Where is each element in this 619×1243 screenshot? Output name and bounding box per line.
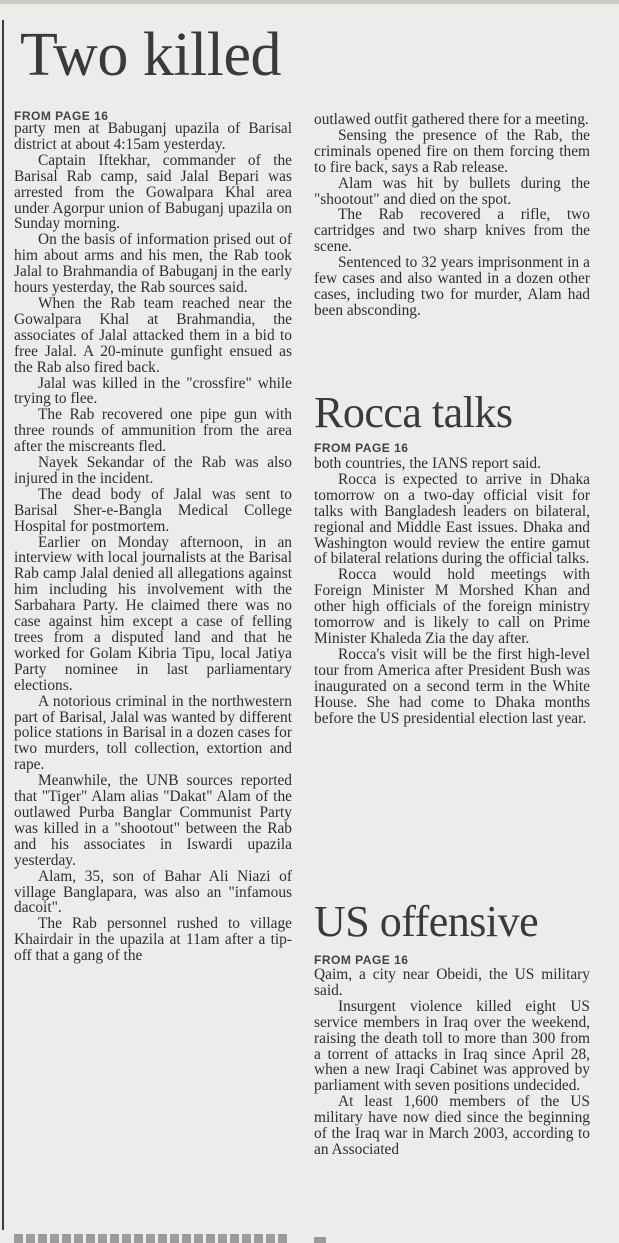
paragraph: When the Rab team reached near the Gowalpara Khal at Brahmandia, the associates of Jalal attacked them in a bid to free Jalal. A 20-minute gunfight ensued as the Rab also fired back. [14, 294, 292, 376]
article-rocca-talks-body [314, 456, 590, 726]
paragraph: Captain Iftekhar, commander of the Barisal Rab camp, said Jalal Bepari was arrested from the Gowalpara Khal area under Agorpur union of Babuganj upazila on Sunday morning. [14, 151, 292, 233]
paragraph: Insurgent violence killed eight US service members in Iraq over the weekend, raising the death toll to more than 300 from a torrent of attacks in Iraq since April 28, when a new Iraqi Cabinet was approved by parliament with seven positions undecided. [314, 997, 590, 1095]
top-rule [0, 0, 619, 4]
paragraph: Rocca is expected to arrive in Dhaka tomorrow on a two-day official visit for talks with Bangladesh leaders on bilateral, regional and Middle East issues. Dhaka and Washington would review the entire gamut of bilateral relations during the official talks. [314, 470, 590, 568]
paragraph: Rocca's visit will be the first high-level tour from America after President Bush was inaugurated on a second term in the White House. She had come to Dhaka months before the US presidential election last year. [314, 645, 590, 727]
paragraph: Qaim, a city near Obeidi, the US military said. [314, 966, 590, 999]
article-two-killed-column-1 [14, 121, 292, 964]
paragraph: Alam was hit by bullets during the "shootout" and died on the spot. [314, 174, 590, 208]
headline-us-offensive: US offensive [314, 897, 539, 946]
from-page-label: FROM PAGE 16 [314, 441, 409, 455]
article-two-killed-column-2 [314, 112, 590, 319]
paragraph: The dead body of Jalal was sent to Barisal Sher-e-Bangla Medical College Hospital for postmortem. [14, 485, 292, 535]
paragraph: Sentenced to 32 years imprisonment in a few cases and also wanted in a dozen other cases, including two for murder, Alam had been absconding. [314, 254, 590, 319]
headline-rocca-talks: Rocca talks [314, 388, 513, 437]
paragraph: outlawed outfit gathered there for a meeting. [314, 111, 589, 128]
paragraph: The Rab recovered a rifle, two cartridges and two sharp knives from the scene. [314, 206, 590, 256]
column-rule [2, 20, 4, 1230]
from-page-label: FROM PAGE 16 [14, 109, 109, 123]
paragraph: A notorious criminal in the northwestern part of Barisal, Jalal was wanted by different police stations in Barisal in a dozen cases for two murders, toll collection, extortion and rape. [14, 692, 292, 774]
paragraph: party men at Babuganj upazila of Barisal district at about 4:15am yesterday. [14, 120, 292, 153]
paragraph: Alam, 35, son of Bahar Ali Niazi of village Banglapara, was also an "infamous dacoit". [14, 867, 292, 917]
paragraph: both countries, the IANS report said. [314, 455, 541, 472]
paragraph: Nayek Sekandar of the Rab was also injured in the incident. [14, 454, 292, 487]
article-us-offensive-body [314, 967, 590, 1158]
headline-two-killed: Two killed [20, 21, 282, 89]
paragraph: The Rab personnel rushed to village Khairdair in the upazila at 11am after a tip-off that a gang of the [14, 915, 292, 965]
paragraph: Earlier on Monday afternoon, in an interview with local journalists at the Barisal Rab camp Jalal denied all allegations against him including his involvement with the Sarbahara Party. He claimed there was no case against him except a case of felling trees from a disputed land and that he worked for Golam Kibria Tipu, local Jatiya Party nominee in last parliamentary elections. [14, 533, 292, 694]
paragraph: Rocca would hold meetings with Foreign Minister M Morshed Khan and other high officials of the foreign ministry tomorrow and is likely to call on Prime Minister Khaleda Zia the day after. [314, 566, 590, 647]
paragraph: The Rab recovered one pipe gun with three rounds of ammunition from the area after the miscreants fled. [14, 406, 292, 456]
paragraph: Sensing the presence of the Rab, the criminals opened fire on them forcing them to fire back, says a Rab release. [314, 126, 590, 176]
cropped-text-fragment [314, 1237, 326, 1243]
cropped-text-fragment [14, 1234, 290, 1243]
paragraph: At least 1,600 members of the US military have now died since the beginning of the Iraq war in March 2003, according to an Associated [314, 1093, 590, 1158]
paragraph: On the basis of information prised out of him about arms and his men, the Rab took Jalal to Brahmandia of Babuganj in the early hours yesterday, the Rab sources said. [14, 231, 292, 297]
from-page-label: FROM PAGE 16 [314, 953, 409, 967]
paragraph: Meanwhile, the UNB sources reported that "Tiger" Alam alias "Dakat" Alam of the outlawed Purba Banglar Communist Party was killed in a "shootout" between the Rab and his associates in Iswardi upazila yesterday. [14, 772, 292, 869]
paragraph: Jalal was killed in the "crossfire" while trying to flee. [14, 374, 292, 408]
